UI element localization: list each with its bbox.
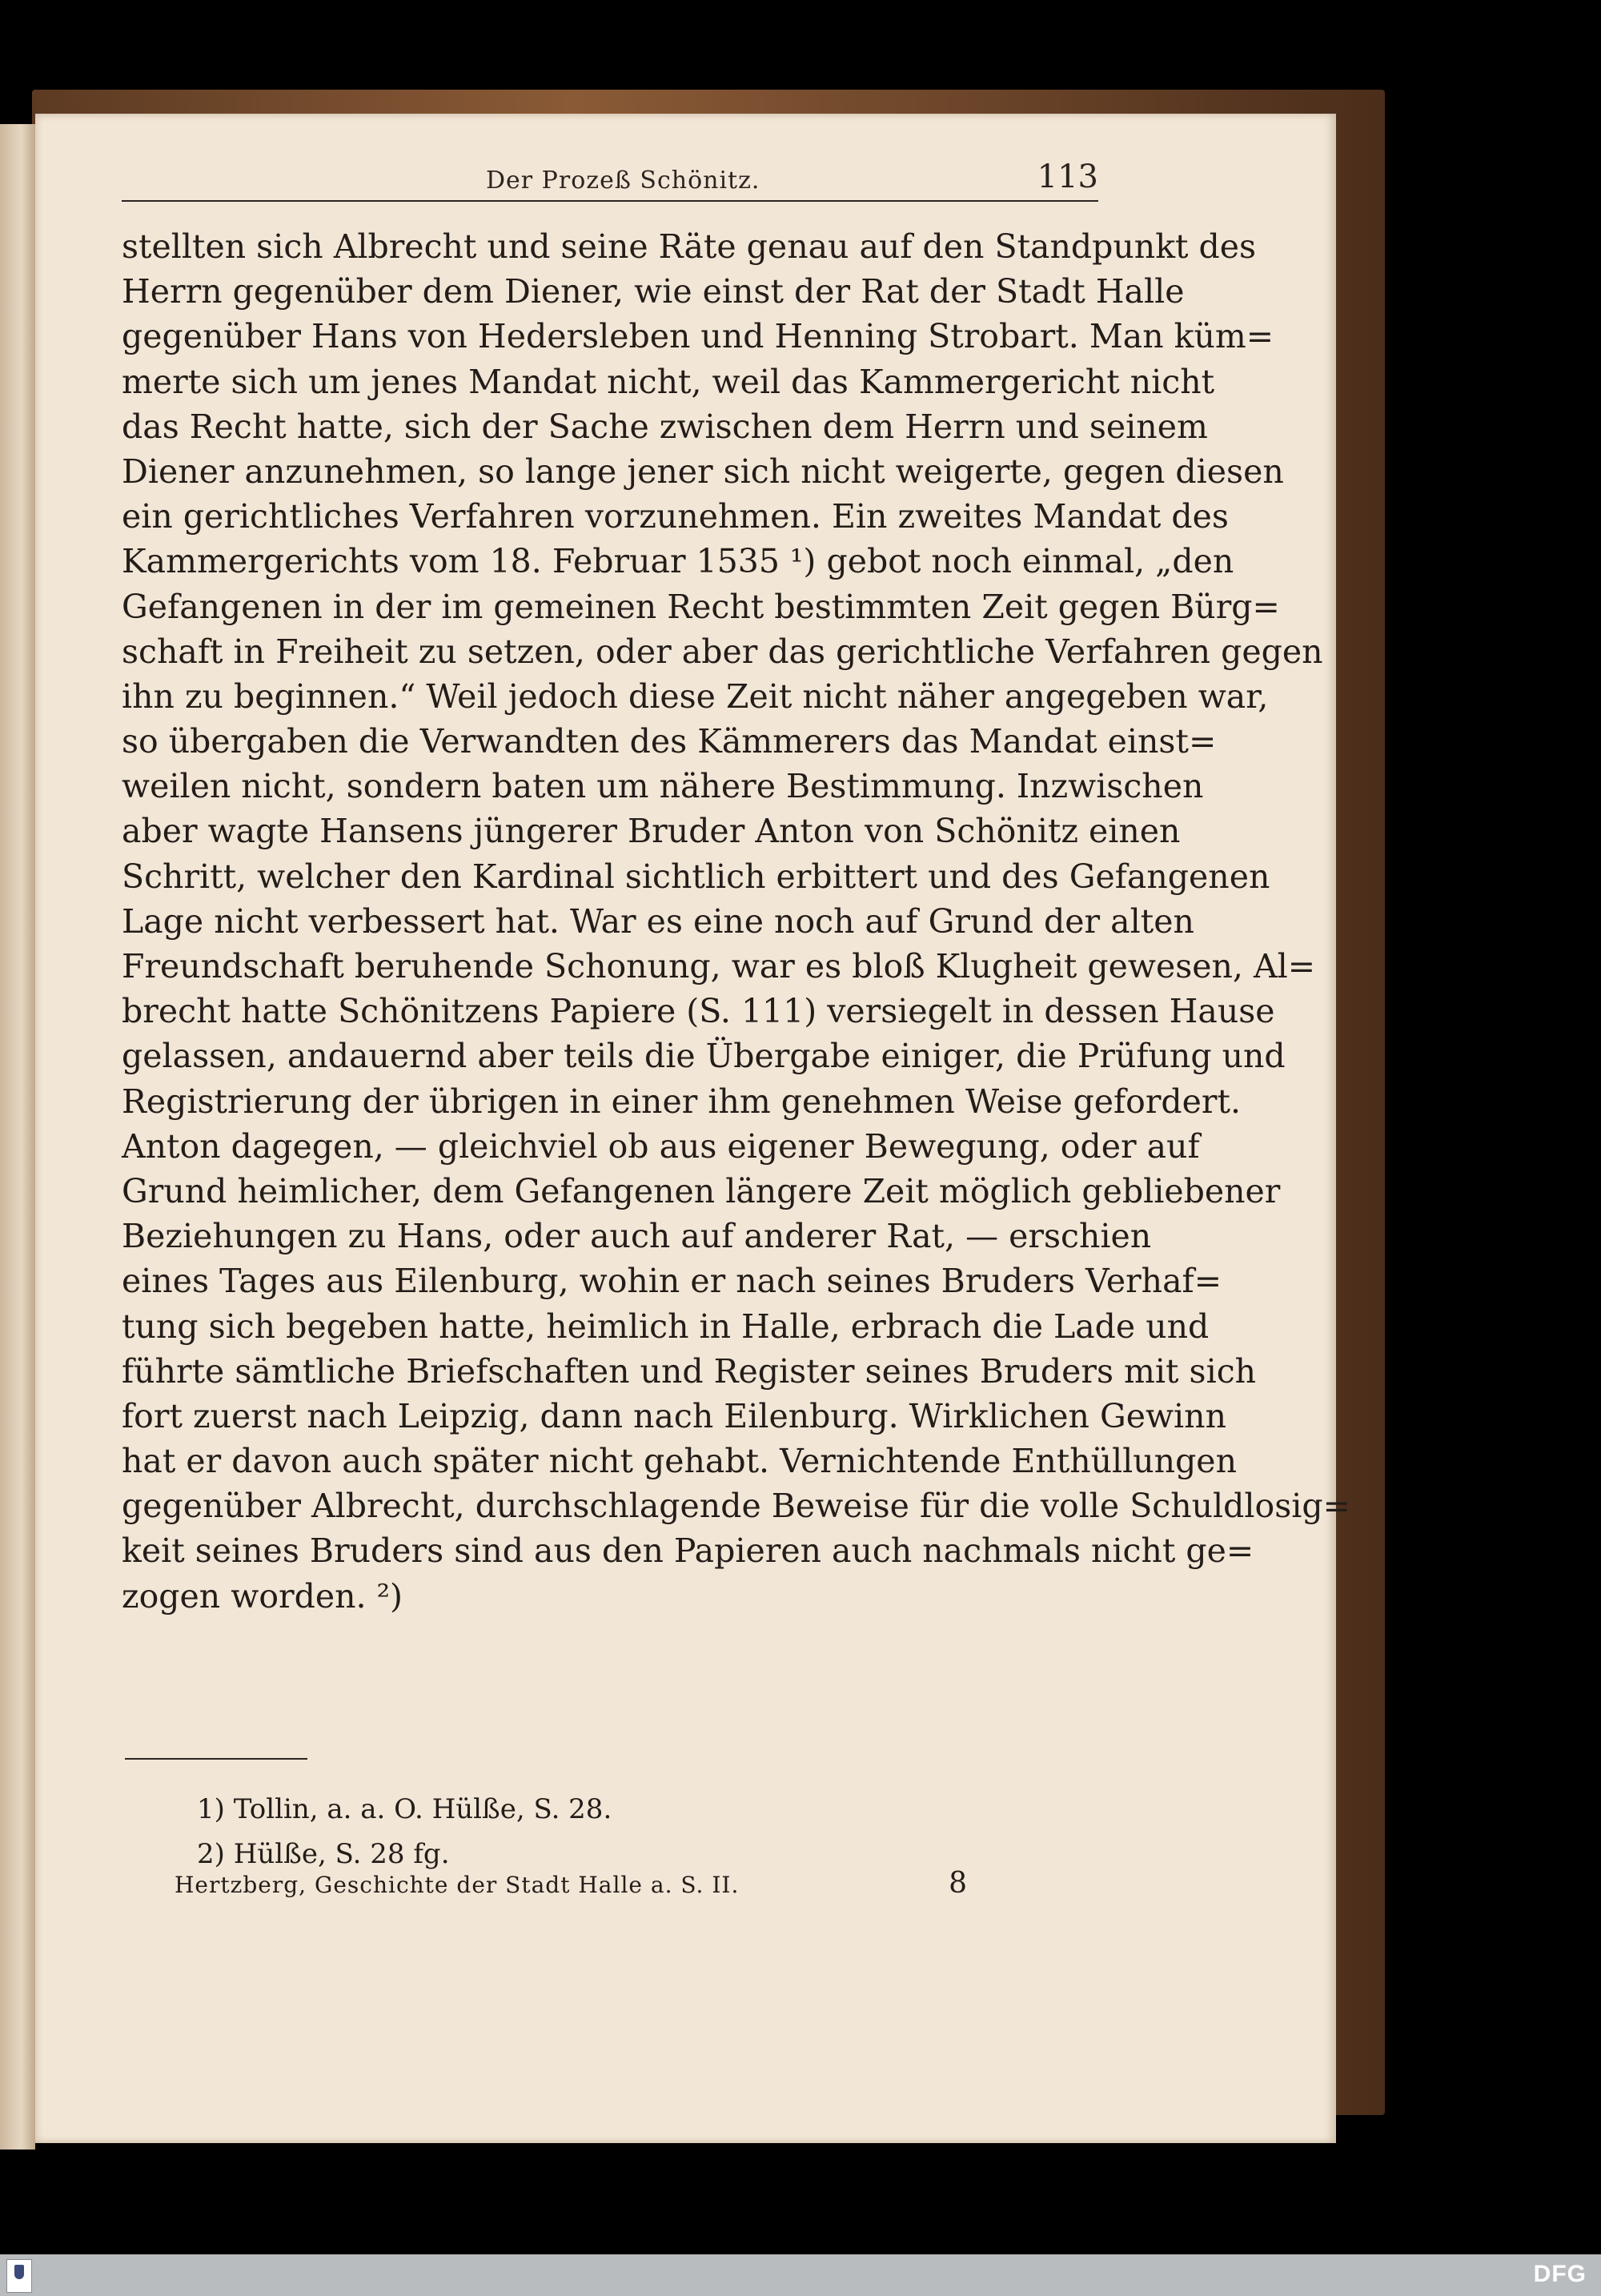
text-line: zogen worden. ²) [122, 1576, 403, 1616]
running-title: Der Prozeß Schönitz. [486, 167, 760, 195]
footnote-1: 1) Tollin, a. a. O. Hülße, S. 28. [197, 1793, 612, 1825]
text-line: aber wagte Hansens jüngerer Bruder Anton von Schönitz einen [122, 812, 1181, 851]
text-line: gegenüber Hans von Hedersleben und Henning Strobart. Man küm= [122, 317, 1274, 356]
text-line: Diener anzunehmen, so lange jener sich nicht weigerte, gegen diesen [122, 452, 1284, 491]
footnote-rule [125, 1758, 307, 1760]
text-line: Herrn gegenüber dem Diener, wie einst der Rat der Stadt Halle [122, 272, 1185, 311]
text-line: hat er davon auch später nicht gehabt. Vernichtende Enthüllungen [122, 1442, 1237, 1481]
text-line: das Recht hatte, sich der Sache zwischen dem Herrn und seinem [122, 407, 1208, 446]
text-line: weilen nicht, sondern baten um nähere Bestimmung. Inzwischen [122, 767, 1204, 806]
text-line: gelassen, andauernd aber teils die Übergabe einiger, die Prüfung und [122, 1037, 1286, 1076]
text-line: Kammergerichts vom 18. Februar 1535 ¹) gebot noch einmal, „den [122, 542, 1234, 581]
footnotes [197, 1787, 612, 1877]
text-line: so übergaben die Verwandten des Kämmerers das Mandat einst= [122, 722, 1217, 761]
text-line: Lage nicht verbessert hat. War es eine noch auf Grund der alten [122, 901, 1194, 941]
sheet-number: 8 [949, 1867, 967, 1900]
library-crest-icon [6, 2259, 32, 2293]
text-line: Registrierung der übrigen in einer ihm genehmen Weise gefordert. [122, 1082, 1242, 1121]
text-line: Grund heimlicher, dem Gefangenen längere Zeit möglich gebliebener [122, 1171, 1281, 1210]
running-head [122, 152, 1098, 202]
text-line: Freundschaft beruhende Schonung, war es bloß Klugheit gewesen, Al= [122, 947, 1316, 985]
dfg-logo: DFG [1533, 2261, 1587, 2287]
body-text [122, 224, 1350, 1619]
footnote-2: 2) Hülße, S. 28 fg. [197, 1838, 450, 1870]
page-number: 113 [1037, 159, 1098, 195]
text-line: merte sich um jenes Mandat nicht, weil das Kammergericht nicht [122, 362, 1215, 401]
text-line: fort zuerst nach Leipzig, dann nach Eilenburg. Wirklichen Gewinn [122, 1396, 1226, 1435]
text-line: ein gerichtliches Verfahren vorzunehmen. Ein zweites Mandat des [122, 497, 1229, 536]
signature-text: Hertzberg, Geschichte der Stadt Halle a. S. II. [175, 1872, 740, 1898]
text-line: Anton dagegen, — gleichviel ob aus eigener Bewegung, oder auf [122, 1126, 1200, 1166]
text-line: führte sämtliche Briefschaften und Register seines Bruders mit sich [122, 1351, 1257, 1391]
viewer-footer-bar [0, 2254, 1601, 2296]
text-line: ihn zu beginnen.“ Weil jedoch diese Zeit nicht näher angegeben war, [122, 676, 1269, 716]
left-page-edge [0, 124, 35, 2149]
text-line: Schritt, welcher den Kardinal sichtlich erbittert und des Gefangenen [122, 857, 1270, 896]
text-line: brecht hatte Schönitzens Papiere (S. 111) versiegelt in dessen Hause [122, 992, 1275, 1031]
text-line: Beziehungen zu Hans, oder auch auf anderer Rat, — erschien [122, 1217, 1152, 1256]
text-line: eines Tages aus Eilenburg, wohin er nach seines Bruders Verhaf= [122, 1262, 1222, 1301]
text-line: tung sich begeben hatte, heimlich in Halle, erbrach die Lade und [122, 1307, 1210, 1346]
text-line: keit seines Bruders sind aus den Papieren auch nachmals nicht ge= [122, 1531, 1254, 1571]
text-line: gegenüber Albrecht, durchschlagende Beweise für die volle Schuldlosig= [122, 1487, 1350, 1526]
text-line: schaft in Freiheit zu setzen, oder aber das gerichtliche Verfahren gegen [122, 632, 1323, 671]
text-line: Gefangenen in der im gemeinen Recht bestimmten Zeit gegen Bürg= [122, 587, 1280, 626]
text-line: stellten sich Albrecht und seine Räte genau auf den Standpunkt des [122, 227, 1257, 266]
